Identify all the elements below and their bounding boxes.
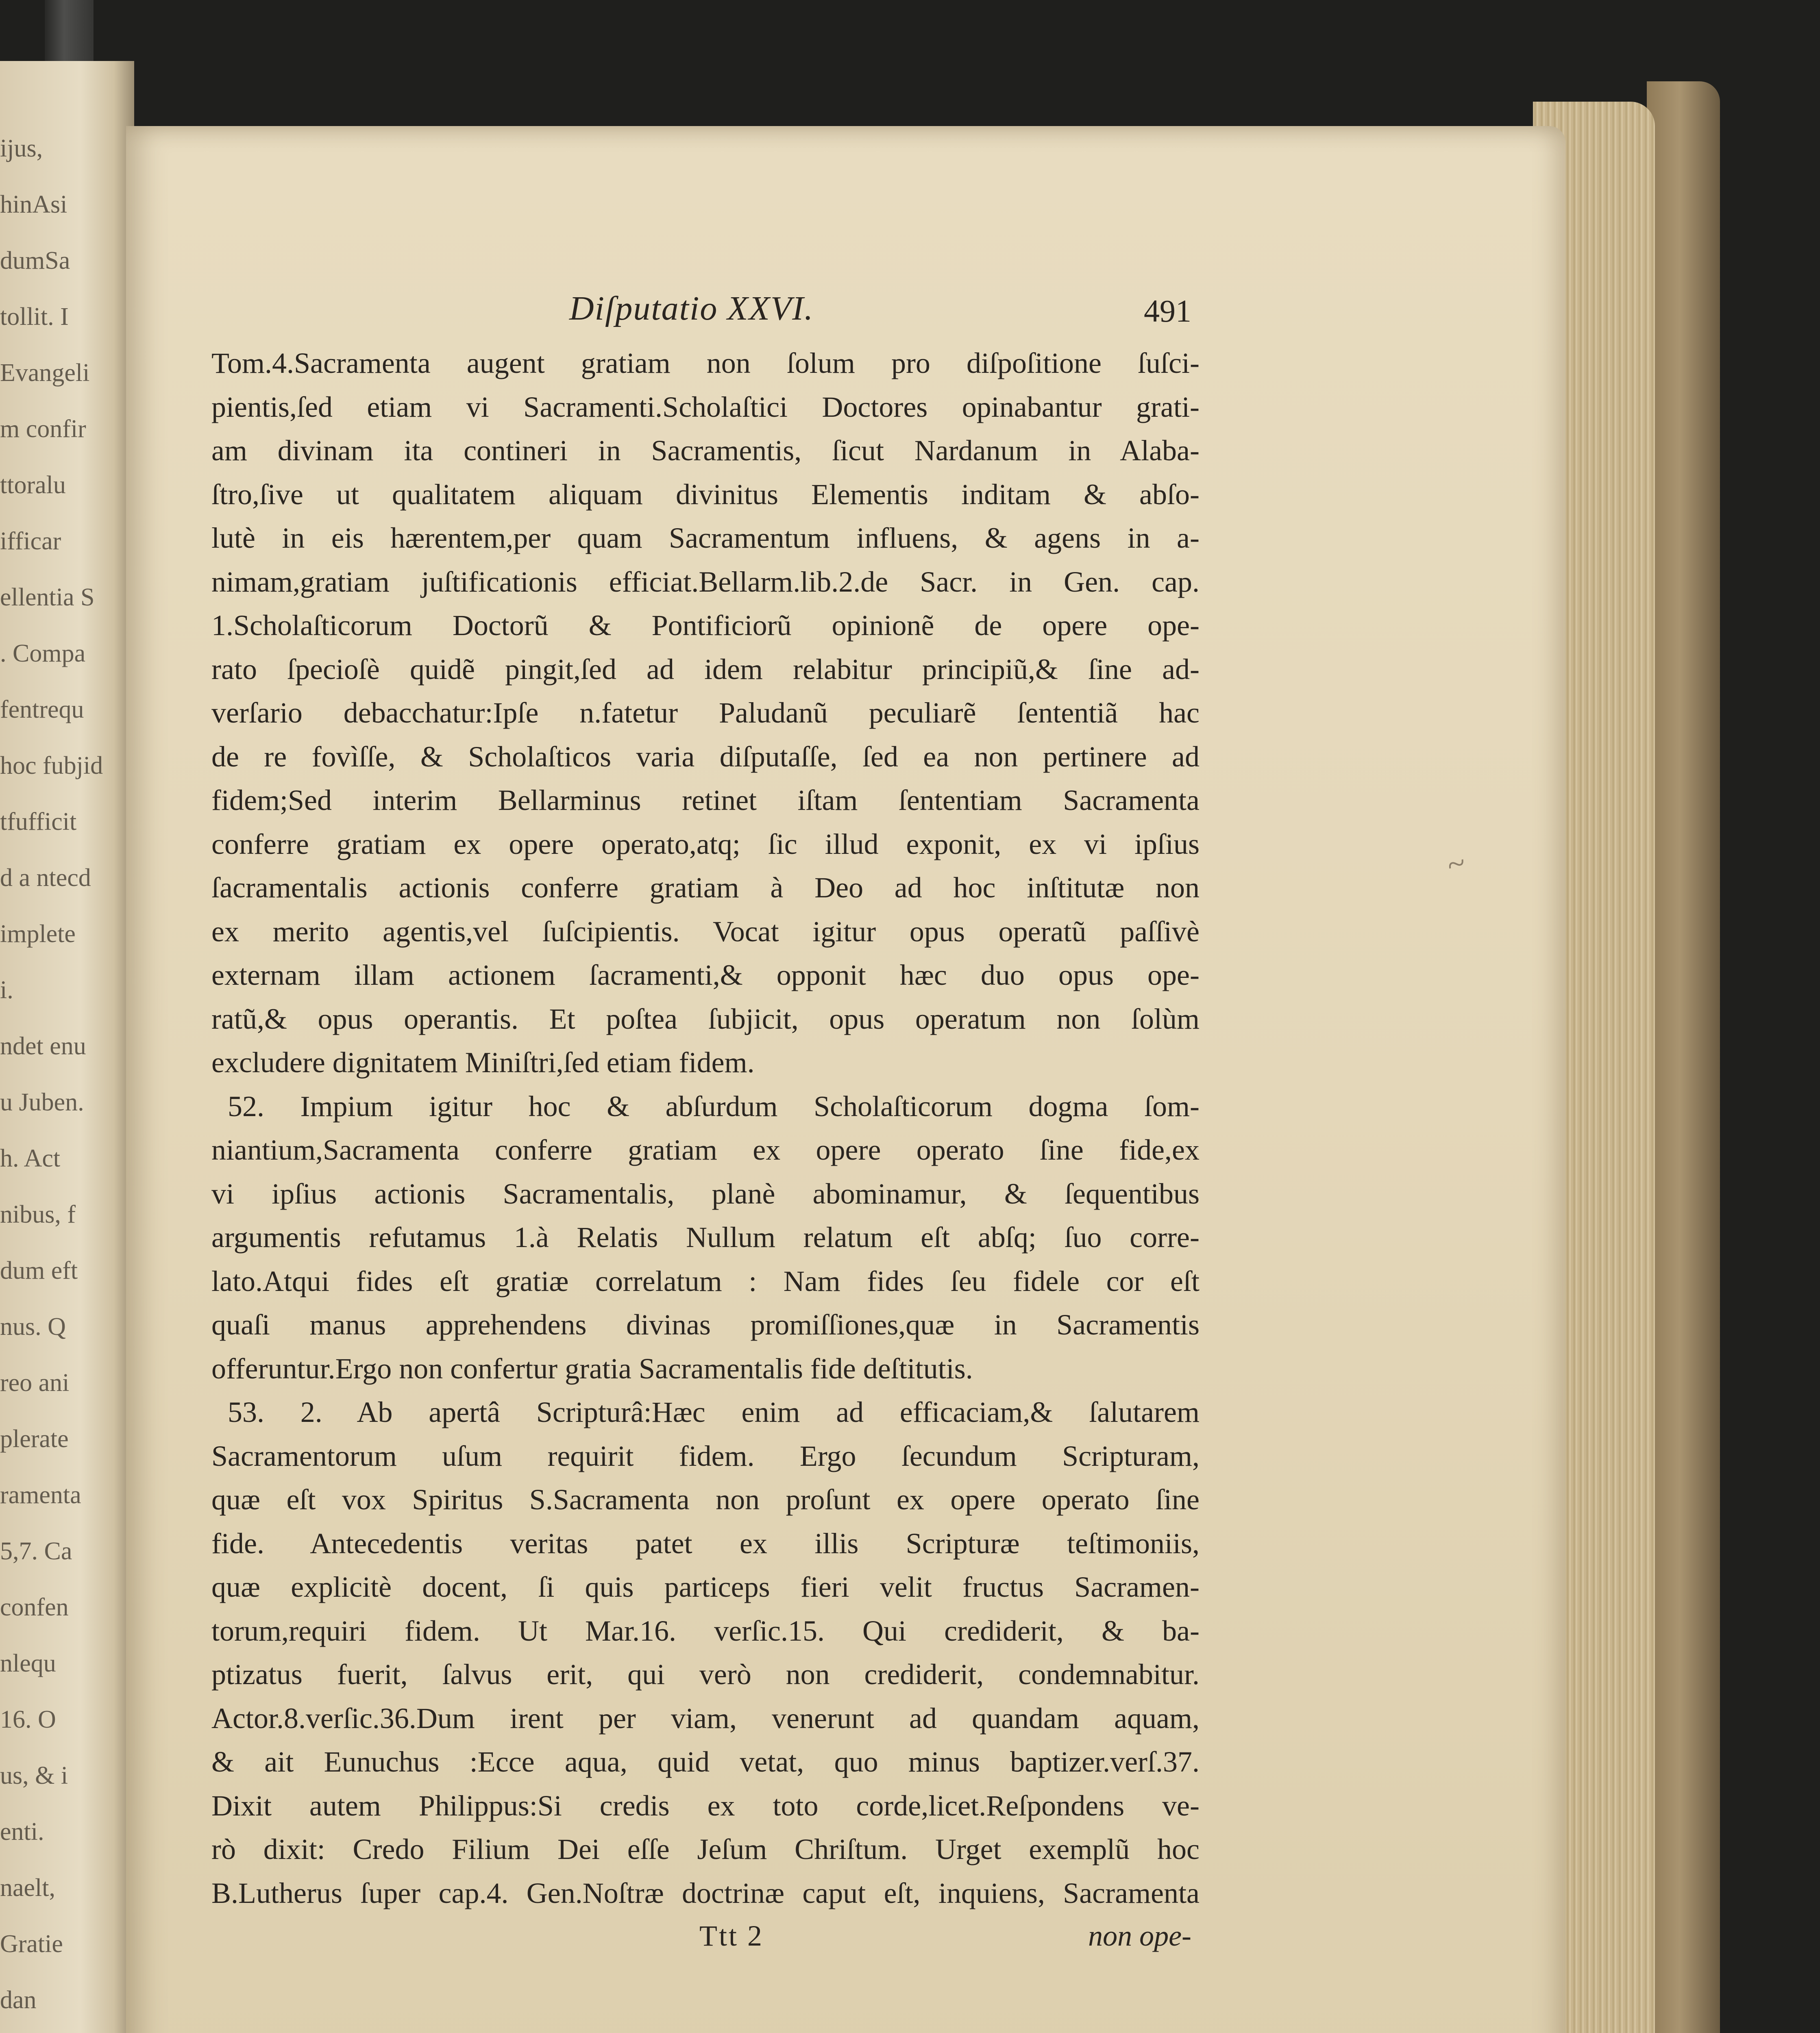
left-page-fragment: nus. Q	[0, 1313, 66, 1341]
running-head: Diſputatio XXVI.	[569, 289, 814, 327]
page-number: 491	[1144, 293, 1191, 329]
text-line: excludere dignitatem Miniſtri,ſed etiam fidem.	[211, 1046, 755, 1079]
text-line: Actor.8.verſic.36.Dum irent per viam, venerunt ad quandam aquam,	[211, 1702, 1200, 1735]
left-page-fragment: hinAsi	[0, 191, 67, 218]
left-page-fragment: naelt,	[0, 1874, 55, 1902]
left-page-fragment: h. Act	[0, 1145, 61, 1172]
left-page-fragment: ifficar	[0, 527, 61, 555]
text-line: torum,requiri fidem. Ut Mar.16. verſic.15. Qui crediderit, & ba-	[211, 1614, 1200, 1647]
margin-pen-mark: ~	[1443, 844, 1469, 884]
text-line: am divinam ita contineri in Sacramentis, ſicut Nardanum in Alaba-	[211, 434, 1200, 467]
page-footer	[211, 1915, 1200, 1964]
text-line: vi ipſius actionis Sacramentalis, planè abominamur, & ſequentibus	[211, 1177, 1200, 1210]
left-page-fragment: nibus, f	[0, 1201, 76, 1228]
text-line: Tom.4.Sacramenta augent gratiam non ſolum pro diſpoſitione ſuſci-	[211, 347, 1200, 379]
signature-mark: Ttt 2	[699, 1920, 764, 1952]
left-page-fragment: d a ntecd	[0, 864, 91, 892]
text-line: externam illam actionem ſacramenti,& opponit hæc duo opus ope-	[211, 959, 1200, 991]
text-line: niantium,Sacramenta conferre gratiam ex opere operato ſine fide,ex	[211, 1134, 1200, 1166]
left-page-fragment: i.	[0, 976, 13, 1004]
body-text	[211, 342, 1200, 1915]
left-page-fragment: ttoralu	[0, 471, 66, 499]
text-line: de re fovìſſe, & Scholaſticos varia diſputaſſe, ſed ea non pertinere ad	[211, 740, 1200, 773]
left-page-fragment: nlequ	[0, 1650, 56, 1677]
left-page-fragment: Gratie	[0, 1930, 63, 1958]
left-page-fragment: implete	[0, 920, 76, 948]
left-page-fragment: fentrequ	[0, 696, 84, 723]
text-line: & ait Eunuchus :Ecce aqua, quid vetat, quo minus baptizer.verſ.37.	[211, 1746, 1200, 1778]
left-page-fragment: . Compa	[0, 640, 86, 667]
text-line: ptizatus fuerit, ſalvus erit, qui verò non crediderit, condemnabitur.	[211, 1658, 1200, 1691]
page-text-block	[211, 281, 1200, 1964]
text-line: ſtro,ſive ut qualitatem aliquam divinitus Elementis inditam & abſo-	[211, 478, 1200, 511]
left-facing-page	[0, 61, 134, 2033]
left-page-fragment: tollit. I	[0, 303, 69, 331]
text-line: rato ſpecioſè quidẽ pingit,ſed ad idem relabitur principiũ,& ſine ad-	[211, 653, 1200, 686]
text-line: 1.Scholaſticorum Doctorũ & Pontificiorũ opinionẽ de opere ope-	[211, 609, 1200, 642]
left-page-fragment: ijus,	[0, 135, 43, 162]
text-line: fidem;Sed interim Bellarminus retinet iſtam ſententiam Sacramenta	[211, 784, 1200, 816]
left-page-fragment: enti.	[0, 1818, 44, 1846]
left-page-fragment: reo ani	[0, 1369, 70, 1397]
text-line: rò dixit: Credo Filium Dei eſſe Jeſum Chriſtum. Urget exemplũ hoc	[211, 1833, 1200, 1865]
text-line: fide. Antecedentis veritas patet ex illis Scripturæ teſtimoniis,	[211, 1527, 1200, 1560]
left-page-fragment: hoc fubjid	[0, 752, 103, 779]
text-line: conferre gratiam ex opere operato,atq; ſic illud exponit, ex vi ipſius	[211, 827, 1200, 860]
text-line: nimam,gratiam juſtificationis efficiat.Bellarm.lib.2.de Sacr. in Gen. cap.	[211, 565, 1200, 598]
text-line: ratũ,& opus operantis. Et poſtea ſubjicit, opus operatum non ſolùm	[211, 1002, 1200, 1035]
text-line: argumentis refutamus 1.à Relatis Nullum relatum eſt abſq; ſuo corre-	[211, 1221, 1200, 1254]
book-cover-edge	[1647, 81, 1720, 2033]
catchword: non ope-	[1088, 1920, 1191, 1952]
left-page-fragment: ndet enu	[0, 1032, 86, 1060]
left-page-fragment: ellentia S	[0, 583, 95, 611]
text-line: quæ explicitè docent, ſi quis particeps fieri velit fructus Sacramen-	[211, 1571, 1200, 1603]
left-page-fragment: tfufficit	[0, 808, 77, 836]
text-line: ex merito agentis,vel ſuſcipientis. Vocat igitur opus operatũ paſſivè	[211, 915, 1200, 948]
text-line: B.Lutherus ſuper cap.4. Gen.Noſtræ doctrinæ caput eſt, inquiens, Sacramenta	[211, 1876, 1200, 1909]
text-line: ſacramentalis actionis conferre gratiam à Deo ad hoc inſtitutæ non	[211, 871, 1200, 904]
left-page-fragment: ramenta	[0, 1481, 81, 1509]
left-page-fragment: dum eft	[0, 1257, 78, 1284]
page-header	[211, 281, 1200, 342]
text-line: Sacramentorum uſum requirit fidem. Ergo ſecundum Scripturam,	[211, 1439, 1200, 1472]
text-line: pientis,ſed etiam vi Sacramenti.Scholaſtici Doctores opinabantur grati-	[211, 390, 1200, 423]
text-line: lutè in eis hærentem,per quam Sacramentum influens, & agens in a-	[211, 522, 1200, 554]
text-line: lato.Atqui fides eſt gratiæ correlatum : Nam fides ſeu fidele cor eſt	[211, 1265, 1200, 1297]
text-line: 53. 2. Ab apertâ Scripturâ:Hæc enim ad efficaciam,& ſalutarem	[228, 1396, 1200, 1428]
text-line: Dixit autem Philippus:Si credis ex toto corde,licet.Reſpondens ve-	[211, 1789, 1200, 1822]
text-line: offeruntur.Ergo non confertur gratia Sacramentalis fide deſtitutis.	[211, 1352, 973, 1385]
left-page-fragment: 5,7. Ca	[0, 1537, 72, 1565]
left-page-fragment: confen	[0, 1593, 69, 1621]
text-line: 52. Impium igitur hoc & abſurdum Scholaſticorum dogma ſom-	[228, 1090, 1200, 1123]
left-page-fragment: us, & i	[0, 1762, 68, 1789]
text-line: quæ eſt vox Spiritus S.Sacramenta non proſunt ex opere operato ſine	[211, 1483, 1200, 1516]
text-line: verſario debacchatur:Ipſe n.fatetur Paludanũ peculiarẽ ſententiã hac	[211, 697, 1200, 729]
left-page-fragment: u Juben.	[0, 1088, 84, 1116]
left-page-fragment: dumSa	[0, 247, 70, 274]
left-page-fragment: 16. O	[0, 1706, 56, 1733]
left-page-fragment: Evangeli	[0, 359, 90, 387]
left-page-fragment: plerate	[0, 1425, 69, 1453]
left-page-fragment: m confir	[0, 415, 86, 443]
left-page-fragment: dan	[0, 1986, 37, 2014]
text-line: quaſi manus apprehendens divinas promiſſiones,quæ in Sacramentis	[211, 1308, 1200, 1341]
